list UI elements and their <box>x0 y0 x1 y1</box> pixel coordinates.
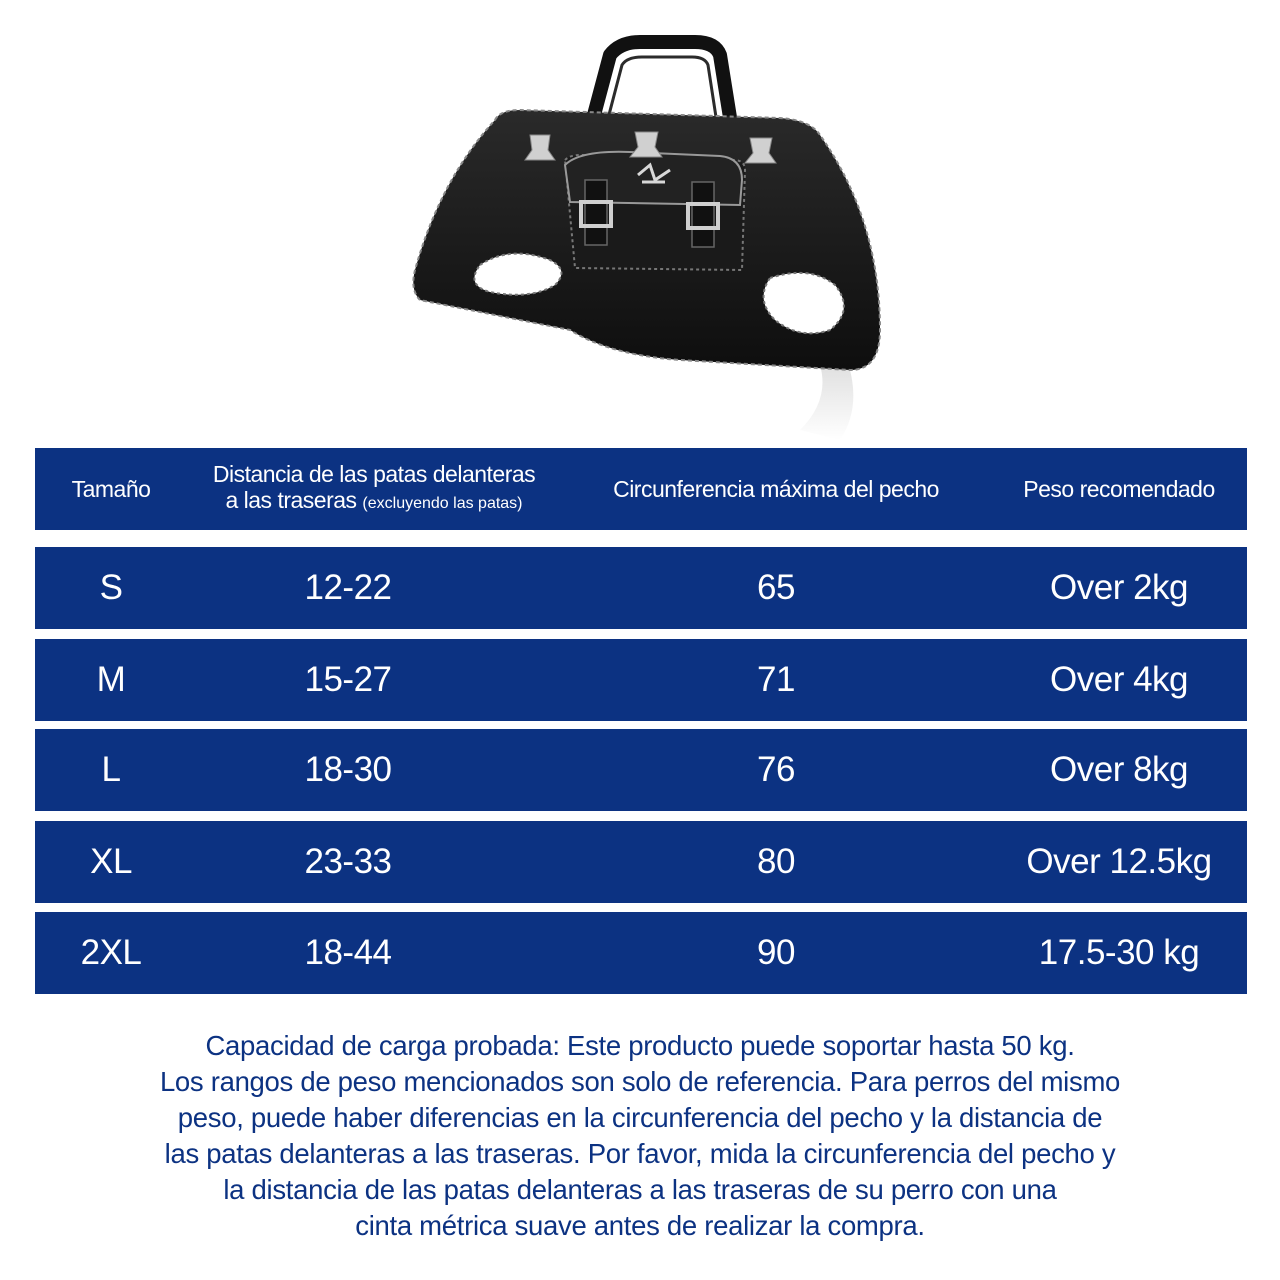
size-cell: XL <box>90 842 132 881</box>
chest-cell: 65 <box>757 568 795 607</box>
chest-cell: 90 <box>757 933 795 972</box>
chest-cell: 80 <box>757 842 795 881</box>
distance-value: 23-33 <box>304 842 392 881</box>
distance-value: 15-27 <box>304 660 392 699</box>
measurement-note <box>40 1028 1240 1244</box>
chest-cell: 76 <box>757 750 795 789</box>
size-cell: 2XL <box>80 933 142 972</box>
distance-cell <box>187 821 561 903</box>
table-row <box>35 547 1247 629</box>
header-distance-line2-text: a las traseras <box>225 487 357 513</box>
distance-cell <box>187 547 561 629</box>
header-distance-note: (excluyendo las patas) <box>362 495 523 512</box>
table-row <box>35 912 1247 994</box>
size-cell: M <box>96 660 126 699</box>
header-distance-line2 <box>225 487 522 517</box>
distance-value: 18-44 <box>304 933 392 972</box>
table-row <box>35 639 1247 721</box>
size-cell: L <box>101 750 121 789</box>
header-distance-line1: Distancia de las patas delanteras <box>212 461 536 487</box>
weight-cell: Over 8kg <box>1050 750 1188 789</box>
distance-value: 12-22 <box>304 568 392 607</box>
weight-cell: Over 2kg <box>1050 568 1188 607</box>
chest-cell: 71 <box>757 660 795 699</box>
header-distance <box>187 448 561 530</box>
distance-cell <box>187 912 561 994</box>
weight-cell: 17.5-30 kg <box>1038 933 1200 972</box>
table-row <box>35 821 1247 903</box>
header-chest: Circunferencia máxima del pecho <box>613 476 939 502</box>
table-row <box>35 729 1247 811</box>
distance-cell <box>187 729 561 811</box>
note-line: Capacidad de carga probada: Este producto puede soportar hasta 50 kg. <box>205 1030 1075 1061</box>
note-line: las patas delanteras a las traseras. Por favor, mida la circunferencia del pecho y <box>164 1138 1116 1169</box>
note-line: cinta métrica suave antes de realizar la compra. <box>355 1210 925 1241</box>
weight-cell: Over 12.5kg <box>1026 842 1212 881</box>
table-header-row <box>35 448 1247 530</box>
header-weight: Peso recomendado <box>1023 476 1215 502</box>
weight-cell: Over 4kg <box>1050 660 1188 699</box>
size-cell: S <box>99 568 123 607</box>
note-line: peso, puede haber diferencias en la circunferencia del pecho y la distancia de <box>177 1102 1103 1133</box>
dog-carrier-bag-image <box>380 30 900 450</box>
header-size: Tamaño <box>71 476 151 502</box>
note-line: la distancia de las patas delanteras a las traseras de su perro con una <box>223 1174 1057 1205</box>
note-line: Los rangos de peso mencionados son solo de referencia. Para perros del mismo <box>159 1066 1121 1097</box>
distance-value: 18-30 <box>304 750 392 789</box>
distance-cell <box>187 639 561 721</box>
